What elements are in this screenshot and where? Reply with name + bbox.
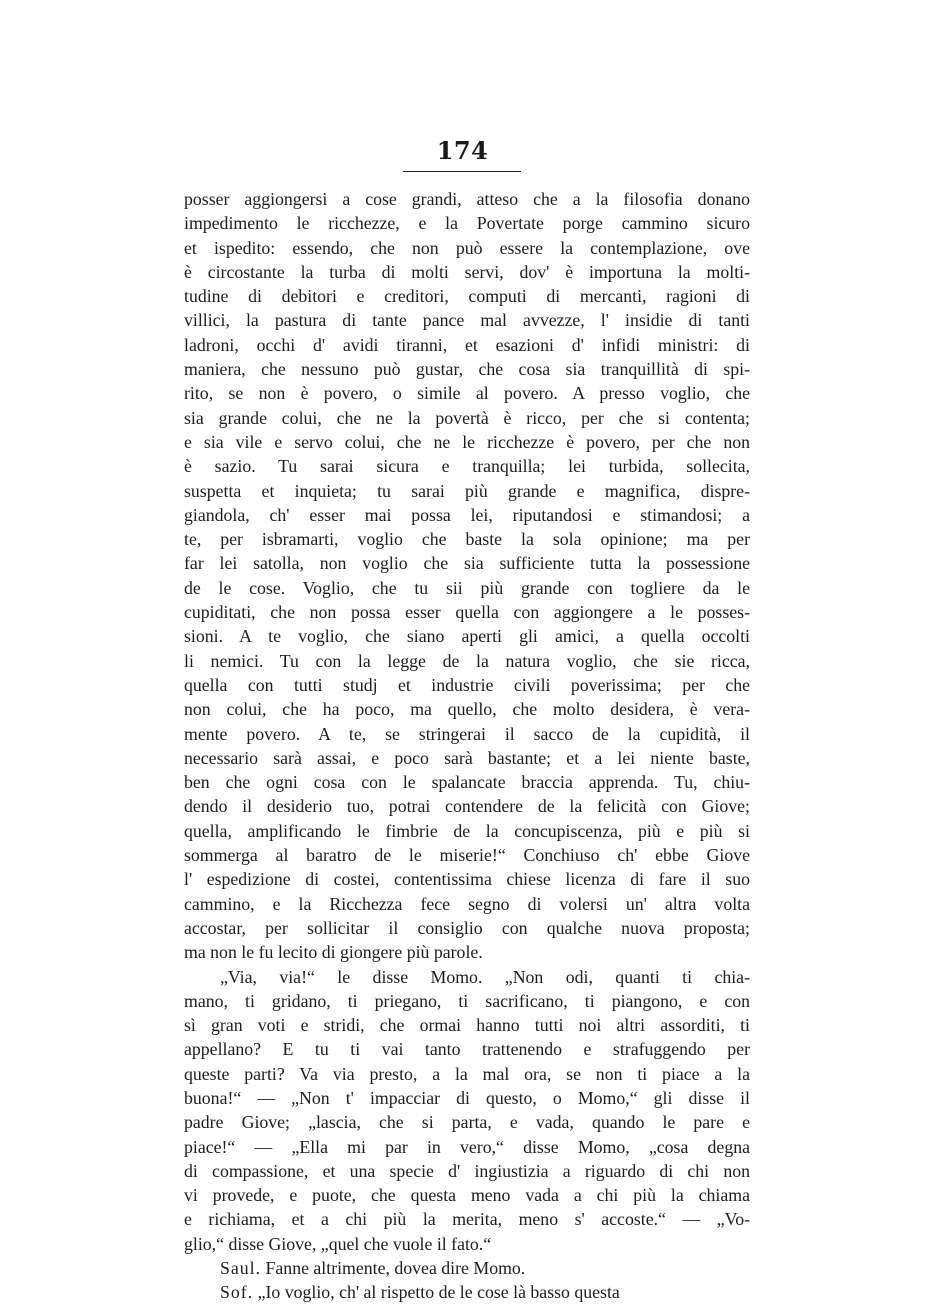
text-line: accostar, per sollicitar il consiglio con qualche nuova proposta; — [184, 917, 750, 938]
text-line: e richiama, et a chi più la merita, meno s' accoste.“ — „Vo- — [184, 1209, 750, 1230]
text-line: quella con tutti studj et industrie civili poverissima; per che — [184, 674, 750, 695]
speaker-name: Sof. — [220, 1282, 254, 1303]
text-line: padre Giove; „lascia, che si parta, e vada, quando le pare e — [184, 1112, 750, 1133]
text-line: et ispedito: essendo, che non può essere la contemplazione, ove — [184, 237, 750, 258]
text-line: dendo il desiderio tuo, potrai contendere de la felicità con Giove; — [184, 796, 750, 817]
text-line: far lei satolla, non voglio che sia sufficiente tutta la possessione — [184, 553, 750, 574]
text-line: mente povero. A te, se stringerai il sacco de la cupidità, il — [184, 723, 750, 744]
text-line: non colui, che ha poco, ma quello, che molto desidera, è vera- — [184, 699, 750, 720]
text-line: sommerga al baratro de le miserie!“ Conchiuso ch' ebbe Giove — [184, 845, 750, 866]
text-line: „Via, via!“ le disse Momo. „Non odi, quanti ti chia- — [220, 966, 750, 987]
dialogue-line — [184, 1280, 750, 1304]
text-line: è sazio. Tu sarai sicura e tranquilla; lei turbida, sollecita, — [184, 456, 750, 477]
body-text — [184, 187, 750, 1305]
text-line: è circostante la turba di molti servi, dov' è importuna la molti- — [184, 261, 750, 282]
text-line: vi provede, e puote, che questa meno vada a chi più la chiama — [184, 1185, 750, 1206]
text-line: cupiditati, che non possa esser quella con aggiongere a le posses- — [184, 602, 750, 623]
text-line: de le cose. Voglio, che tu sii più grande con togliere da le — [184, 577, 750, 598]
text-line: giandola, ch' esser mai possa lei, riputandosi e stimandosi; a — [184, 504, 750, 525]
text-line: maniera, che nessuno può gustar, che cosa sia tranquillità di spi- — [184, 359, 750, 380]
text-line: buona!“ — „Non t' impacciar di questo, o Momo,“ gli disse il — [184, 1087, 750, 1108]
text-line: villici, la pastura di tante pance mal avvezze, l' insidie di tanti — [184, 310, 750, 331]
page-number: 174 — [436, 136, 489, 165]
text-line: glio,“ disse Giove, „quel che vuole il fato.“ — [184, 1233, 492, 1254]
text-line: ben che ogni cosa con le spalancate braccia apprenda. Tu, chiu- — [184, 772, 750, 793]
page-number-rule — [403, 171, 521, 172]
text-line: impedimento le ricchezze, e la Povertate porge cammino sicuro — [184, 213, 750, 234]
text-line: sia grande colui, che ne la povertà è ricco, per che si contenta; — [184, 407, 750, 428]
text-line: tudine di debitori e creditori, computi di mercanti, ragioni di — [184, 286, 750, 307]
text-line: te, per isbramarti, voglio che baste la sola opinione; ma per — [184, 529, 750, 550]
text-line: necessario sarà assai, e poco sarà bastante; et a lei niente baste, — [184, 747, 750, 768]
text-line: sì gran voti e stridi, che ormai hanno tutti noi altri assorditi, ti — [184, 1015, 750, 1036]
text-line: ma non le fu lecito di giongere più parole. — [184, 942, 483, 963]
text-line: posser aggiongersi a cose grandi, atteso che a la filosofia donano — [184, 189, 750, 209]
text-line: piace!“ — „Ella mi par in vero,“ disse Momo, „cosa degna — [184, 1136, 750, 1157]
dialogue-text: „Io voglio, ch' al rispetto de le cose là basso questa — [257, 1282, 620, 1303]
text-line: di compassione, et una specie d' ingiustizia a riguardo di chi non — [184, 1160, 750, 1181]
speaker-name: Saul. — [220, 1258, 262, 1279]
text-line: quella, amplificando le fimbrie de la concupiscenza, più e più si — [184, 820, 750, 841]
text-line: mano, ti gridano, ti priegano, ti sacrificano, ti piangono, e con — [184, 990, 750, 1011]
text-line: appellano? E tu ti vai tanto trattenendo e strafuggendo per — [184, 1039, 750, 1060]
text-line: ladroni, occhi d' avidi tiranni, et esazioni d' infidi ministri: di — [184, 334, 750, 355]
text-line: l' espedizione di costei, contentissima chiese licenza di fare il suo — [184, 869, 750, 890]
text-line: suspetta et inquieta; tu sarai più grande e magnifica, dispre- — [184, 480, 750, 501]
text-line: cammino, e la Ricchezza fece segno di volersi un' altra volta — [184, 893, 750, 914]
text-line: sioni. A te voglio, che siano aperti gli amici, a quella occolti — [184, 626, 750, 647]
text-line: li nemici. Tu con la legge de la natura voglio, che sie ricca, — [184, 650, 750, 671]
dialogue-text: Fanne altrimente, dovea dire Momo. — [265, 1258, 526, 1279]
text-line: e sia vile e servo colui, che ne le ricchezze è povero, per che non — [184, 431, 750, 452]
text-line: rito, se non è povero, o simile al povero. A presso voglio, che — [184, 383, 750, 404]
dialogue-line — [184, 1256, 750, 1280]
text-line: queste parti? Va via presto, a la mal ora, se non ti piace a la — [184, 1063, 750, 1084]
